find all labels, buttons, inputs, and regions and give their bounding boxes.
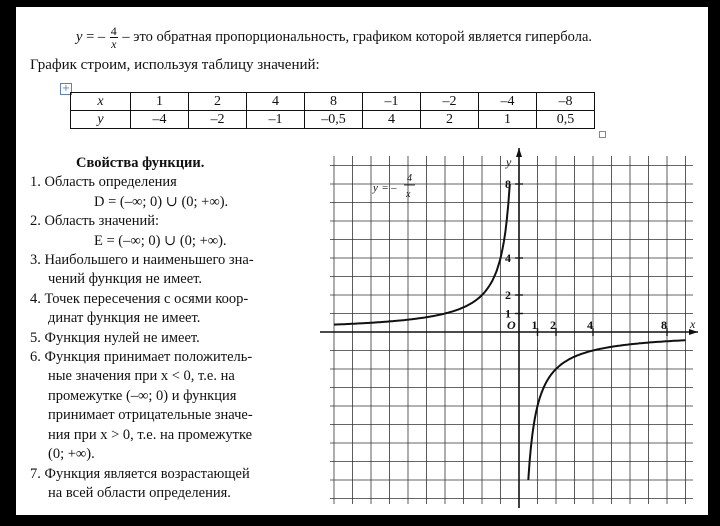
table-cell: 4	[363, 111, 421, 129]
property-line: E = (–∞; 0) ∪ (0; +∞).	[94, 232, 227, 249]
x-tick-label: 8	[661, 318, 667, 332]
property-line: 3. Наибольшего и наименьшего зна-	[30, 252, 254, 269]
property-line: (0; +∞).	[48, 446, 95, 463]
property-line: промежутке (–∞; 0) и функция	[48, 387, 237, 404]
table-cell: –0,5	[305, 111, 363, 129]
property-line: принимает отрицательные значе-	[48, 407, 253, 424]
graph-labels	[372, 155, 696, 332]
values-table	[70, 92, 595, 129]
table-resize-handle[interactable]	[599, 131, 606, 138]
origin-label: O	[507, 318, 516, 332]
table-cell: –4	[131, 111, 189, 129]
hyperbola-branch-right	[528, 340, 685, 480]
y-tick-label: 1	[505, 306, 511, 321]
property-line: 2. Область значений:	[30, 213, 160, 230]
property-line: ния при x > 0, т.е. на промежутке	[48, 426, 253, 443]
table-row-x	[71, 93, 595, 111]
intro-equals-minus: = –	[86, 28, 106, 45]
property-line: динат функция не имеет.	[48, 310, 201, 327]
table-cell: –4	[479, 93, 537, 111]
table-cell: –1	[247, 111, 305, 129]
intro-fraction-denominator: x	[111, 37, 117, 51]
graph-formula-numerator: 4	[407, 173, 412, 184]
properties-title: Свойства функции.	[76, 155, 205, 171]
intro-formula-line	[76, 25, 592, 50]
function-properties	[30, 154, 320, 503]
intro-fraction	[110, 25, 118, 50]
property-line: 6. Функция принимает положитель-	[30, 349, 253, 366]
y-axis-label: y	[506, 155, 512, 169]
table-move-handle-icon[interactable]: +	[61, 83, 71, 94]
intro-description: – это обратная пропорциональность, графиком которой является гипербола.	[122, 28, 593, 45]
table-cell: 0,5	[537, 111, 595, 129]
x-axis-label: x	[690, 317, 696, 331]
property-line: чений функция не имеет.	[48, 271, 203, 288]
hyperbola-graph	[318, 146, 702, 510]
y-tick-label: 4	[505, 251, 511, 265]
hyperbola-branch-left	[334, 184, 510, 325]
x-tick-label: 2	[550, 318, 556, 332]
property-line: 4. Точек пересечения с осями коор-	[30, 290, 249, 307]
table-cell: 2	[189, 93, 247, 111]
table-cell: –8	[537, 93, 595, 111]
intro-fraction-numerator: 4	[110, 24, 117, 38]
table-cell: –1	[363, 93, 421, 111]
property-line: ные значения при x < 0, т.е. на	[48, 368, 235, 385]
property-line: 1. Область определения	[30, 174, 177, 191]
x-tick-label: 4	[587, 318, 593, 332]
table-cell: 2	[421, 111, 479, 129]
graph-formula-denominator: x	[406, 189, 411, 200]
graph-formula-equals-minus: = –	[382, 182, 397, 194]
graph-formula-y: y	[373, 182, 378, 194]
table-cell: –2	[421, 93, 479, 111]
table-row-label-y: y	[71, 111, 131, 129]
table-row-y	[71, 111, 595, 129]
x-tick-label: 1	[531, 318, 538, 332]
y-axis-arrow	[516, 148, 522, 157]
y-tick-label: 8	[505, 177, 511, 191]
table-row-label-x: x	[71, 93, 131, 111]
table-cell: 4	[247, 93, 305, 111]
table-caption: График строим, используя таблицу значений:	[30, 57, 320, 73]
table-cell: 8	[305, 93, 363, 111]
table-cell: 1	[479, 111, 537, 129]
y-tick-label: 2	[505, 288, 511, 302]
table-cell: 1	[131, 93, 189, 111]
intro-y-variable: y	[76, 28, 83, 45]
property-line: на всей области определения.	[48, 484, 231, 501]
property-line: 5. Функция нулей не имеет.	[30, 329, 200, 346]
property-line: D = (–∞; 0) ∪ (0; +∞).	[94, 193, 229, 210]
table-cell: –2	[189, 111, 247, 129]
property-line: 7. Функция является возрастающей	[30, 465, 250, 482]
document-page	[16, 7, 708, 515]
